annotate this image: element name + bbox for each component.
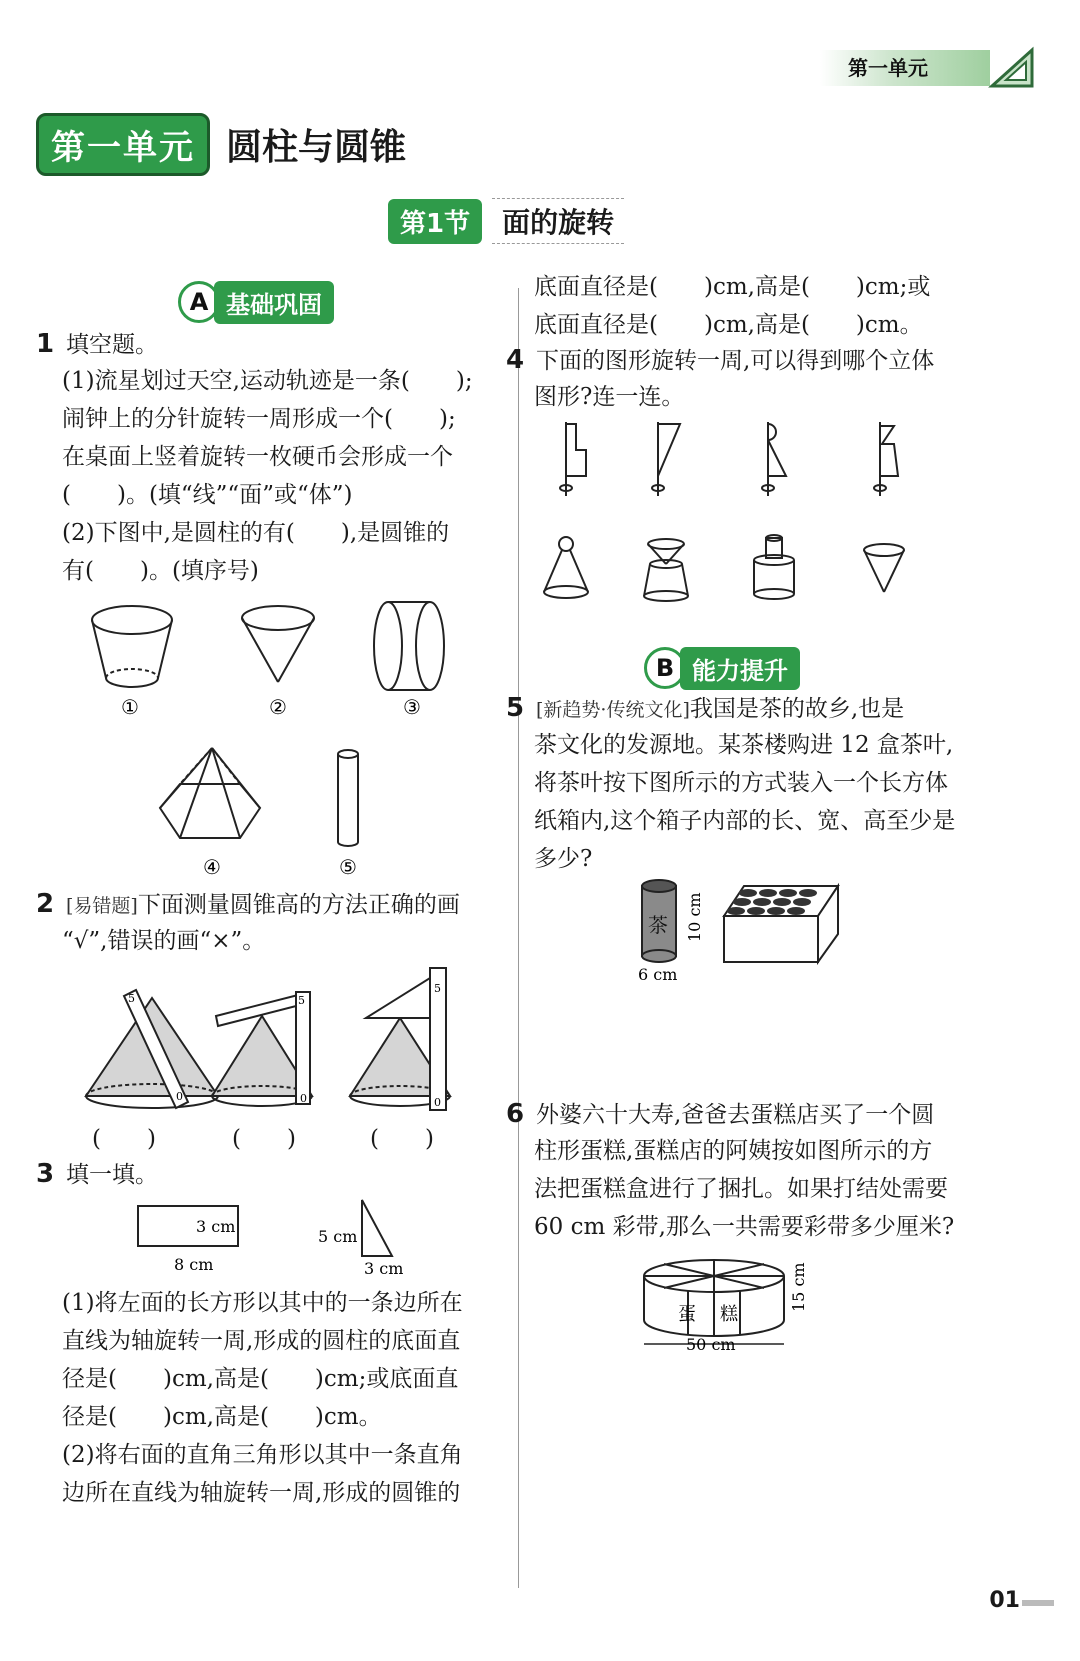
cake-diameter: 50 cm (686, 1335, 736, 1354)
section-title (388, 198, 624, 244)
ruler-tick: 0 (434, 1096, 441, 1109)
part-a-label: 基础巩固 (214, 281, 334, 324)
solid-cone-frustum (644, 539, 688, 601)
solid-sphere-cone (544, 537, 588, 598)
cake-char-right: 糕 (720, 1304, 738, 1325)
ruler-tick: 5 (298, 994, 305, 1007)
figure-label-5: ⑤ (339, 855, 357, 879)
part-a-heading (178, 282, 334, 322)
figure-label-1: ① (121, 695, 139, 719)
q6-line-1 (506, 1096, 934, 1134)
q1-line: 有( )。(填序号) (62, 558, 259, 584)
q3-line: 径是( )cm,高是( )cm。 (62, 1404, 382, 1430)
q6-line: 法把蛋糕盒进行了捆扎。如果打结处需要 (534, 1176, 948, 1202)
q2-blank-3[interactable]: ( ) (370, 1126, 434, 1152)
tea-can-height: 10 cm (685, 892, 704, 942)
q2-figures (80, 968, 480, 1118)
q6-number: 6 (506, 1099, 525, 1129)
cylinder-figure (374, 602, 444, 690)
q2-line-1 (36, 886, 460, 925)
q1-line: (2)下图中,是圆柱的有( ),是圆锥的 (62, 520, 450, 546)
figure-label-3: ③ (403, 695, 421, 719)
q6-figure (636, 1250, 826, 1360)
q4-line-2: 图形?连一连。 (534, 384, 685, 410)
q5-tag: [新趋势·传统文化] (536, 699, 690, 721)
q4-number: 4 (506, 345, 525, 375)
q3-cont-line: 底面直径是( )cm,高是( )cm。 (534, 312, 923, 338)
q3-title: 填一填。 (66, 1162, 158, 1188)
q3-line: (1)将左面的长方形以其中的一条边所在 (62, 1290, 463, 1316)
q3-line: 径是( )cm,高是( )cm;或底面直 (62, 1366, 459, 1392)
q5-line-1 (506, 690, 904, 729)
q5-figure (630, 876, 850, 986)
q3-rect-width: 8 cm (174, 1255, 214, 1274)
q6-text: 外婆六十大寿,爸爸去蛋糕店买了一个圆 (536, 1102, 935, 1128)
q3-rect-height: 3 cm (196, 1217, 236, 1236)
q1-title-line (36, 326, 158, 364)
part-b-heading (644, 648, 800, 688)
q3-line: (2)将右面的直角三角形以其中一条直角 (62, 1442, 463, 1468)
triangle-ruler-icon (988, 46, 1036, 90)
q3-tri-base: 3 cm (364, 1259, 404, 1278)
q5-line: 茶文化的发源地。某茶楼购进 12 盒茶叶, (534, 732, 954, 758)
q3-tri-height: 5 cm (318, 1227, 358, 1246)
cake-char-left: 蛋 (678, 1304, 696, 1325)
q2-number: 2 (36, 889, 55, 919)
q4-figures (536, 420, 936, 610)
cake-height: 15 cm (789, 1262, 808, 1312)
q1-title: 填空题。 (66, 332, 158, 358)
q6-line: 60 cm 彩带,那么一共需要彩带多少厘米? (534, 1214, 955, 1240)
q3-title-line (36, 1156, 158, 1194)
page-number: 01 (989, 1588, 1020, 1613)
figure-label-2: ② (269, 695, 287, 719)
unit-title (36, 118, 406, 170)
ruler-tick: 5 (434, 982, 441, 995)
cone-measure-1 (86, 990, 218, 1108)
q3-triangle (362, 1200, 392, 1256)
section-name: 面的旋转 (492, 198, 624, 244)
q5-body (534, 726, 955, 878)
q1-figures (80, 598, 480, 888)
q2-tag: [易错题] (66, 895, 138, 917)
frustum-figure (92, 606, 172, 687)
cone-measure-2 (212, 992, 312, 1106)
q5-line: 纸箱内,这个箱子内部的长、宽、高至少是 (534, 808, 956, 834)
q6-body (534, 1132, 954, 1246)
q2-blank-1[interactable]: ( ) (92, 1126, 156, 1152)
solid-cone (864, 544, 904, 592)
q3-figures (130, 1196, 420, 1280)
column-divider (518, 288, 519, 1588)
corner-unit-tab (820, 44, 1040, 94)
figure-label-4: ④ (203, 855, 221, 879)
q5-line: 将茶叶按下图所示的方式装入一个长方体 (534, 770, 948, 796)
corner-unit-label: 第一单元 (848, 56, 928, 80)
part-b-letter: B (644, 647, 686, 689)
cone-figure (242, 606, 314, 682)
solid-cylinder-stack (754, 535, 794, 599)
q3-cont-line: 底面直径是( )cm,高是( )cm;或 (534, 274, 931, 300)
unit-name: 圆柱与圆锥 (226, 126, 407, 168)
page-number-bar (1022, 1600, 1054, 1606)
q1-line: 在桌面上竖着旋转一枚硬币会形成一个 (62, 444, 453, 470)
q3-number: 3 (36, 1159, 55, 1189)
q2-text: 下面测量圆锥高的方法正确的画 (137, 892, 460, 918)
q3-line: 边所在直线为轴旋转一周,形成的圆锥的 (62, 1480, 461, 1506)
unit-badge: 第一单元 (36, 113, 210, 176)
tea-label: 茶 (648, 913, 668, 937)
tea-can-diameter: 6 cm (638, 965, 678, 984)
ruler-tick: 5 (128, 992, 135, 1005)
part-a-letter: A (178, 281, 220, 323)
part-b-label: 能力提升 (680, 647, 800, 690)
rotation-arrow-icons (560, 485, 886, 491)
q4-line-1 (506, 342, 934, 380)
q5-number: 5 (506, 693, 525, 723)
q3-line: 直线为轴旋转一周,形成的圆柱的底面直 (62, 1328, 461, 1354)
q6-line: 柱形蛋糕,蛋糕店的阿姨按如图所示的方 (534, 1138, 933, 1164)
q5-text: 我国是茶的故乡,也是 (689, 696, 905, 722)
ruler-tick: 0 (300, 1092, 307, 1105)
cake-box (644, 1260, 784, 1336)
q1-number: 1 (36, 329, 55, 359)
q1-line: ( )。(填“线”“面”或“体”) (62, 482, 353, 508)
section-badge: 第1节 (388, 199, 482, 244)
q2-line-2: “√”,错误的画“×”。 (62, 928, 266, 954)
q3-body (62, 1284, 463, 1512)
ruler-tick: 0 (176, 1090, 183, 1103)
q2-blank-2[interactable]: ( ) (232, 1126, 296, 1152)
tea-box (724, 886, 838, 962)
q1-line: 闹钟上的分针旋转一周形成一个( ); (62, 406, 456, 432)
q4-text: 下面的图形旋转一周,可以得到哪个立体 (536, 348, 935, 374)
q3-continued (534, 268, 930, 344)
thin-cylinder-figure (338, 750, 358, 846)
q1-line: (1)流星划过天空,运动轨迹是一条( ); (62, 368, 473, 394)
q5-line: 多少? (534, 846, 593, 872)
q1-body (62, 362, 473, 590)
pyramid-figure (160, 748, 260, 838)
